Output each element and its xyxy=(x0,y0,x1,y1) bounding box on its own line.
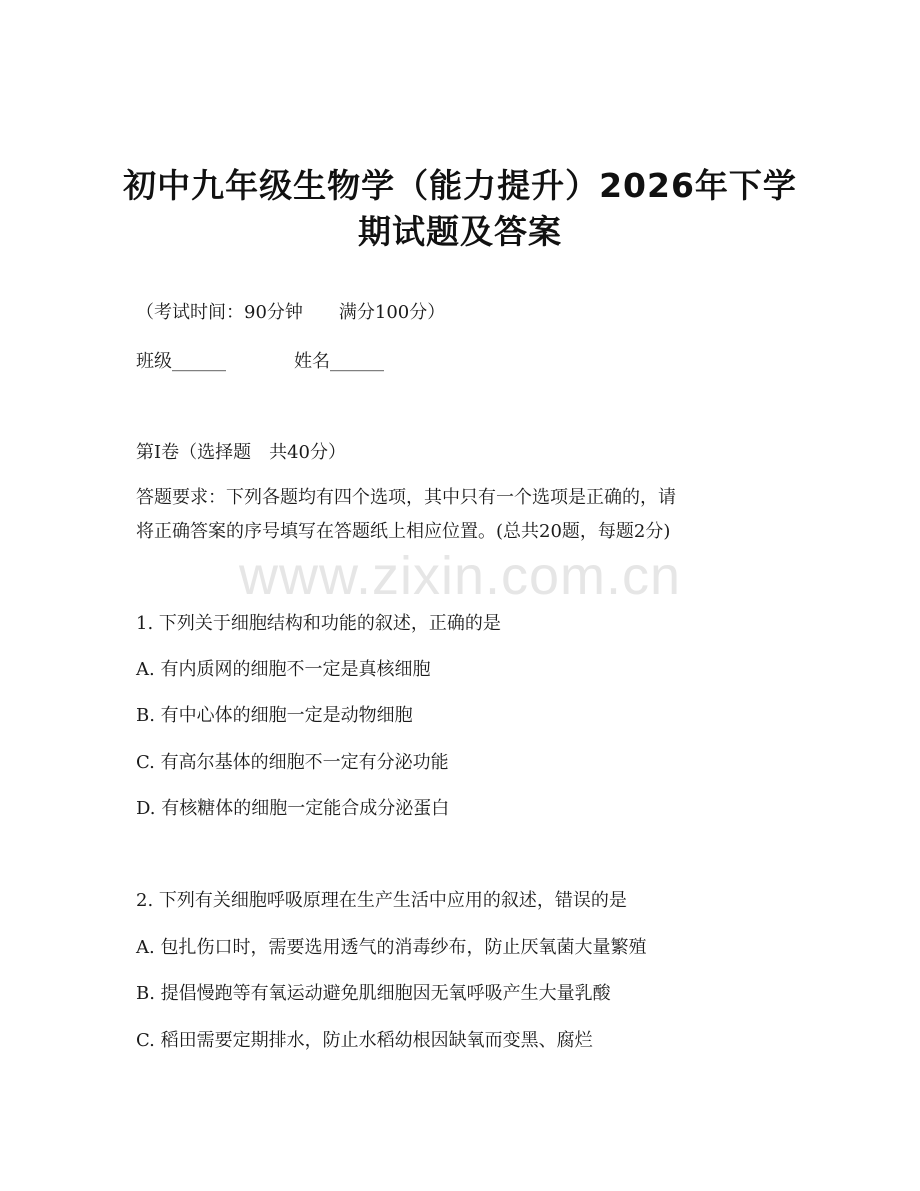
question-1-option-d: D. 有核糖体的细胞一定能合成分泌蛋白 xyxy=(136,798,450,819)
question-2-option-c: C. 稻田需要定期排水，防止水稻幼根因缺氧而变黑、腐烂 xyxy=(136,1030,593,1051)
question-2-option-a: A. 包扎伤口时，需要选用透气的消毒纱布，防止厌氧菌大量繁殖 xyxy=(136,937,647,958)
question-1-option-c: C. 有高尔基体的细胞不一定有分泌功能 xyxy=(136,752,449,773)
question-2-stem: 2. 下列有关细胞呼吸原理在生产生活中应用的叙述，错误的是 xyxy=(136,890,627,911)
question-1-stem: 1. 下列关于细胞结构和功能的叙述，正确的是 xyxy=(136,613,501,634)
instructions-line-1: 答题要求：下列各题均有四个选项，其中只有一个选项是正确的，请 xyxy=(136,487,676,508)
name-field-label: 姓名______ xyxy=(294,351,384,372)
section-heading: 第Ⅰ卷（选择题 共40分） xyxy=(136,442,347,463)
question-2-option-b: B. 提倡慢跑等有氧运动避免肌细胞因无氧呼吸产生大量乳酸 xyxy=(136,983,611,1004)
watermark: www.zixin.com.cn xyxy=(238,546,682,606)
page-title-line-1: 初中九年级生物学（能力提升）2026年下学 xyxy=(123,166,797,205)
instructions-line-2: 将正确答案的序号填写在答题纸上相应位置。(总共20题，每题2分) xyxy=(136,521,671,542)
question-1-option-b: B. 有中心体的细胞一定是动物细胞 xyxy=(136,705,413,726)
exam-info: （考试时间：90分钟 满分100分） xyxy=(136,302,446,323)
question-1-option-a: A. 有内质网的细胞不一定是真核细胞 xyxy=(136,659,431,680)
class-field-label: 班级______ xyxy=(136,351,226,372)
page-title-line-2: 期试题及答案 xyxy=(358,212,562,251)
